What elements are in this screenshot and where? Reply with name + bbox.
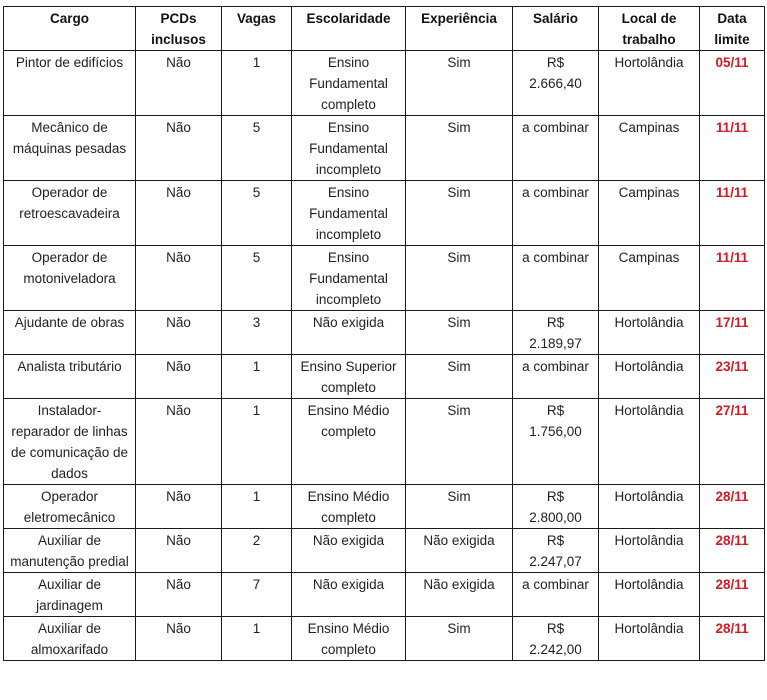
cell-local: Hortolândia: [599, 399, 700, 485]
cell-data: 17/11: [700, 311, 765, 355]
table-row: [4, 485, 765, 529]
cell-experiencia: Sim: [406, 51, 513, 116]
cell-cargo: Auxiliar de manutenção predial: [4, 529, 136, 573]
cell-escolaridade: Ensino Médio completo: [292, 399, 406, 485]
cell-experiencia: Não exigida: [406, 573, 513, 617]
cell-salario: R$ 2.189,97: [513, 311, 599, 355]
cell-salario: a combinar: [513, 116, 599, 181]
cell-data: 05/11: [700, 51, 765, 116]
table-row: [4, 246, 765, 311]
cell-data: 28/11: [700, 573, 765, 617]
cell-pcd: Não: [136, 51, 222, 116]
cell-salario: R$ 2.666,40: [513, 51, 599, 116]
cell-pcd: Não: [136, 355, 222, 399]
table-row: [4, 116, 765, 181]
cell-cargo: Auxiliar de almoxarifado: [4, 617, 136, 661]
cell-pcd: Não: [136, 311, 222, 355]
cell-salario: a combinar: [513, 181, 599, 246]
cell-escolaridade: Ensino Médio completo: [292, 617, 406, 661]
cell-cargo: Analista tributário: [4, 355, 136, 399]
cell-vagas: 7: [222, 573, 292, 617]
cell-local: Hortolândia: [599, 617, 700, 661]
cell-data: 28/11: [700, 485, 765, 529]
cell-pcd: Não: [136, 485, 222, 529]
cell-escolaridade: Ensino Superior completo: [292, 355, 406, 399]
cell-vagas: 1: [222, 485, 292, 529]
header-cargo: Cargo: [4, 7, 136, 51]
cell-experiencia: Sim: [406, 116, 513, 181]
cell-experiencia: Sim: [406, 181, 513, 246]
cell-vagas: 1: [222, 399, 292, 485]
table-row: [4, 181, 765, 246]
cell-cargo: Auxiliar de jardinagem: [4, 573, 136, 617]
cell-escolaridade: Ensino Médio completo: [292, 485, 406, 529]
cell-vagas: 5: [222, 116, 292, 181]
cell-salario: R$ 1.756,00: [513, 399, 599, 485]
cell-vagas: 2: [222, 529, 292, 573]
cell-salario: R$ 2.242,00: [513, 617, 599, 661]
cell-experiencia: Sim: [406, 617, 513, 661]
cell-salario: a combinar: [513, 246, 599, 311]
cell-escolaridade: Não exigida: [292, 573, 406, 617]
cell-local: Hortolândia: [599, 485, 700, 529]
cell-cargo: Ajudante de obras: [4, 311, 136, 355]
header-data: Data limite: [700, 7, 765, 51]
cell-escolaridade: Não exigida: [292, 311, 406, 355]
cell-salario: a combinar: [513, 355, 599, 399]
cell-salario: R$ 2.800,00: [513, 485, 599, 529]
table-row: [4, 311, 765, 355]
header-pcd: PCDs inclusos: [136, 7, 222, 51]
header-vagas: Vagas: [222, 7, 292, 51]
cell-salario: a combinar: [513, 573, 599, 617]
table-row: [4, 529, 765, 573]
cell-experiencia: Sim: [406, 485, 513, 529]
cell-vagas: 1: [222, 355, 292, 399]
cell-pcd: Não: [136, 246, 222, 311]
table-row: [4, 355, 765, 399]
cell-escolaridade: Ensino Fundamental incompleto: [292, 246, 406, 311]
cell-escolaridade: Ensino Fundamental completo: [292, 51, 406, 116]
cell-cargo: Mecânico de máquinas pesadas: [4, 116, 136, 181]
cell-pcd: Não: [136, 116, 222, 181]
cell-data: 11/11: [700, 181, 765, 246]
cell-cargo: Pintor de edifícios: [4, 51, 136, 116]
cell-vagas: 1: [222, 51, 292, 116]
cell-data: 27/11: [700, 399, 765, 485]
table-row: [4, 51, 765, 116]
cell-pcd: Não: [136, 573, 222, 617]
cell-local: Hortolândia: [599, 51, 700, 116]
cell-experiencia: Sim: [406, 311, 513, 355]
cell-local: Hortolândia: [599, 311, 700, 355]
cell-salario: R$ 2.247,07: [513, 529, 599, 573]
cell-escolaridade: Ensino Fundamental incompleto: [292, 181, 406, 246]
cell-local: Campinas: [599, 116, 700, 181]
cell-pcd: Não: [136, 399, 222, 485]
header-salario: Salário: [513, 7, 599, 51]
header-local: Local de trabalho: [599, 7, 700, 51]
cell-local: Hortolândia: [599, 573, 700, 617]
header-experiencia: Experiência: [406, 7, 513, 51]
cell-escolaridade: Ensino Fundamental incompleto: [292, 116, 406, 181]
header-row: [4, 7, 765, 51]
cell-experiencia: Sim: [406, 399, 513, 485]
cell-experiencia: Sim: [406, 246, 513, 311]
cell-data: 23/11: [700, 355, 765, 399]
cell-local: Hortolândia: [599, 355, 700, 399]
table-row: [4, 617, 765, 661]
cell-data: 11/11: [700, 246, 765, 311]
cell-experiencia: Não exigida: [406, 529, 513, 573]
cell-vagas: 3: [222, 311, 292, 355]
cell-pcd: Não: [136, 617, 222, 661]
cell-escolaridade: Não exigida: [292, 529, 406, 573]
cell-vagas: 1: [222, 617, 292, 661]
table-row: [4, 399, 765, 485]
cell-local: Campinas: [599, 181, 700, 246]
cell-data: 28/11: [700, 617, 765, 661]
cell-local: Hortolândia: [599, 529, 700, 573]
cell-experiencia: Sim: [406, 355, 513, 399]
cell-cargo: Operador de retroescavadeira: [4, 181, 136, 246]
table-row: [4, 573, 765, 617]
cell-local: Campinas: [599, 246, 700, 311]
job-openings-table: [3, 6, 765, 661]
cell-data: 28/11: [700, 529, 765, 573]
header-escolaridade: Escolaridade: [292, 7, 406, 51]
cell-vagas: 5: [222, 246, 292, 311]
cell-cargo: Operador de motoniveladora: [4, 246, 136, 311]
cell-data: 11/11: [700, 116, 765, 181]
cell-pcd: Não: [136, 529, 222, 573]
cell-vagas: 5: [222, 181, 292, 246]
cell-cargo: Operador eletromecânico: [4, 485, 136, 529]
cell-pcd: Não: [136, 181, 222, 246]
cell-cargo: Instalador-reparador de linhas de comunicação de dados: [4, 399, 136, 485]
